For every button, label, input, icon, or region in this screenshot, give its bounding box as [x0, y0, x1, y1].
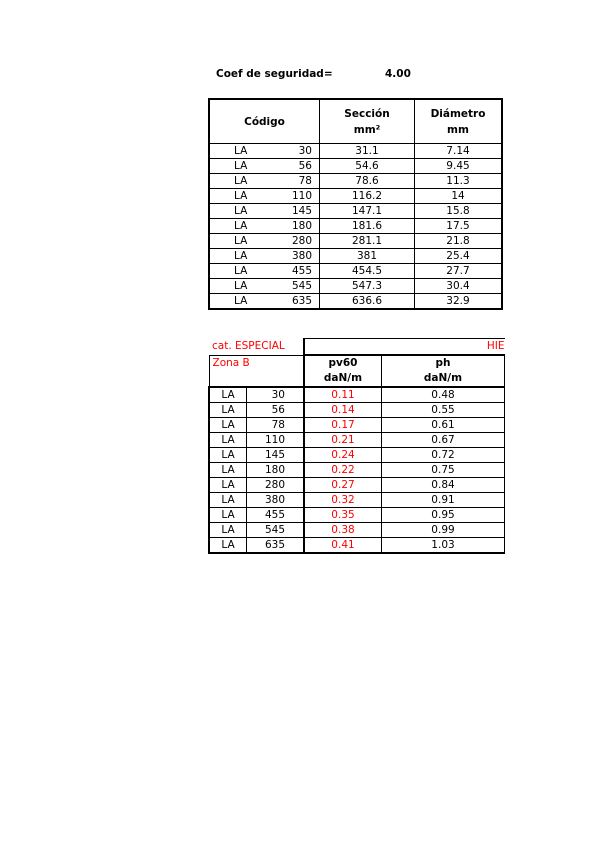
table-row: [209, 249, 502, 264]
ph-value: 0.67: [382, 433, 505, 448]
ph-value: 1.03: [382, 538, 505, 554]
seccion-value: 78.6: [320, 174, 415, 189]
ph-value: 0.55: [382, 403, 505, 418]
ph-value: 0.99: [382, 523, 505, 538]
table-header-row: [209, 99, 502, 144]
code-prefix: LA: [209, 189, 262, 204]
code-number: 145: [262, 204, 320, 219]
safety-coefficient-label: Coef de seguridad=: [216, 68, 333, 80]
code-prefix: LA: [209, 204, 262, 219]
seccion-value: 547.3: [320, 279, 415, 294]
header-ph: ph daN/m: [382, 355, 505, 387]
category-row: [209, 339, 505, 356]
header-pv60: pv60 daN/m: [304, 355, 382, 387]
table-row: [209, 508, 505, 523]
code-number: 180: [262, 219, 320, 234]
ph-value: 0.48: [382, 387, 505, 403]
diametro-value: 9.45: [415, 159, 503, 174]
ph-value: 0.84: [382, 478, 505, 493]
header-seccion: Sección mm²: [320, 99, 415, 144]
code-number: 635: [247, 538, 305, 554]
seccion-value: 116.2: [320, 189, 415, 204]
wind-load-table: [208, 338, 505, 554]
table-row: [209, 523, 505, 538]
pv60-value: 0.27: [304, 478, 382, 493]
code-number: 56: [247, 403, 305, 418]
code-number: 635: [262, 294, 320, 310]
table-row: [209, 264, 502, 279]
pv60-value: 0.32: [304, 493, 382, 508]
table-row: [209, 279, 502, 294]
seccion-value: 181.6: [320, 219, 415, 234]
ph-value: 0.95: [382, 508, 505, 523]
table-row: [209, 144, 502, 159]
diametro-value: 27.7: [415, 264, 503, 279]
code-number: 545: [262, 279, 320, 294]
seccion-value: 54.6: [320, 159, 415, 174]
code-prefix: LA: [209, 403, 247, 418]
code-number: 78: [247, 418, 305, 433]
table-row: [209, 478, 505, 493]
table-row: [209, 433, 505, 448]
code-prefix: LA: [209, 144, 262, 159]
code-number: 455: [247, 508, 305, 523]
pv60-value: 0.41: [304, 538, 382, 554]
table-row: [209, 159, 502, 174]
code-number: 545: [247, 523, 305, 538]
ph-value: 0.75: [382, 463, 505, 478]
code-prefix: LA: [209, 264, 262, 279]
code-prefix: LA: [209, 478, 247, 493]
pv60-value: 0.24: [304, 448, 382, 463]
zone-label: Zona B: [209, 355, 304, 387]
code-number: 78: [262, 174, 320, 189]
table-row: [209, 448, 505, 463]
diametro-value: 32.9: [415, 294, 503, 310]
category-label: cat. ESPECIAL: [212, 340, 285, 352]
pv60-value: 0.38: [304, 523, 382, 538]
wind-load-body: [209, 339, 505, 554]
seccion-value: 147.1: [320, 204, 415, 219]
conductor-section-body: [209, 144, 502, 310]
ph-value: 0.72: [382, 448, 505, 463]
code-prefix: LA: [209, 538, 247, 554]
safety-coefficient: [216, 68, 411, 80]
code-number: 380: [247, 493, 305, 508]
code-number: 30: [262, 144, 320, 159]
table-row: [209, 538, 505, 554]
code-prefix: LA: [209, 387, 247, 403]
diametro-value: 11.3: [415, 174, 503, 189]
hie-label: HIE: [304, 339, 505, 356]
pv60-value: 0.17: [304, 418, 382, 433]
table-row: [209, 204, 502, 219]
diametro-value: 17.5: [415, 219, 503, 234]
pv60-value: 0.35: [304, 508, 382, 523]
diametro-value: 15.8: [415, 204, 503, 219]
seccion-value: 454.5: [320, 264, 415, 279]
safety-coefficient-value: 4.00: [385, 68, 411, 80]
diametro-value: 30.4: [415, 279, 503, 294]
pv60-value: 0.22: [304, 463, 382, 478]
code-prefix: LA: [209, 219, 262, 234]
diametro-value: 7.14: [415, 144, 503, 159]
header-diametro: Diámetro mm: [415, 99, 503, 144]
code-prefix: LA: [209, 234, 262, 249]
code-prefix: LA: [209, 448, 247, 463]
code-number: 145: [247, 448, 305, 463]
header-codigo: Código: [209, 99, 320, 144]
table-row: [209, 294, 502, 310]
seccion-value: 636.6: [320, 294, 415, 310]
table-row: [209, 174, 502, 189]
table-header-row: [209, 355, 505, 387]
code-prefix: LA: [209, 174, 262, 189]
code-prefix: LA: [209, 463, 247, 478]
seccion-value: 281.1: [320, 234, 415, 249]
table-row: [209, 387, 505, 403]
pv60-value: 0.14: [304, 403, 382, 418]
code-number: 110: [262, 189, 320, 204]
conductor-section-table: [208, 98, 503, 310]
code-prefix: LA: [209, 279, 262, 294]
code-number: 280: [262, 234, 320, 249]
code-number: 455: [262, 264, 320, 279]
table-row: [209, 418, 505, 433]
diametro-value: 25.4: [415, 249, 503, 264]
code-number: 380: [262, 249, 320, 264]
table-row: [209, 189, 502, 204]
code-prefix: LA: [209, 508, 247, 523]
code-prefix: LA: [209, 433, 247, 448]
code-prefix: LA: [209, 294, 262, 310]
diametro-value: 14: [415, 189, 503, 204]
ph-value: 0.91: [382, 493, 505, 508]
code-prefix: LA: [209, 159, 262, 174]
table-row: [209, 463, 505, 478]
code-number: 56: [262, 159, 320, 174]
code-prefix: LA: [209, 493, 247, 508]
table-row: [209, 493, 505, 508]
code-prefix: LA: [209, 249, 262, 264]
seccion-value: 31.1: [320, 144, 415, 159]
ph-value: 0.61: [382, 418, 505, 433]
table-row: [209, 234, 502, 249]
code-prefix: LA: [209, 523, 247, 538]
code-number: 280: [247, 478, 305, 493]
code-prefix: LA: [209, 418, 247, 433]
code-number: 30: [247, 387, 305, 403]
code-number: 110: [247, 433, 305, 448]
diametro-value: 21.8: [415, 234, 503, 249]
table-row: [209, 403, 505, 418]
seccion-value: 381: [320, 249, 415, 264]
pv60-value: 0.21: [304, 433, 382, 448]
code-number: 180: [247, 463, 305, 478]
table-row: [209, 219, 502, 234]
pv60-value: 0.11: [304, 387, 382, 403]
